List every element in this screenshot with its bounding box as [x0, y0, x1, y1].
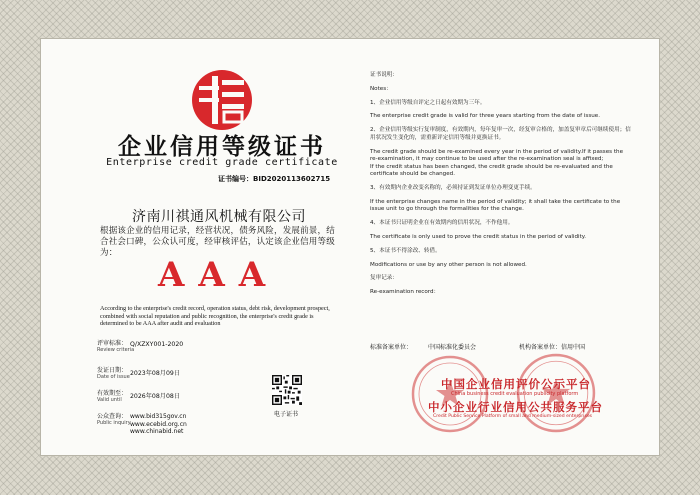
note-line: Modifications or use by any other person is not allowed. [370, 261, 527, 268]
certification-statement-en: According to the enterprise's credit record, operation status, debt risk, development prospect, combined with social reputation and public recognition, the enterprise's credit grade is determined to be AAA after audit and evaluation [100, 305, 330, 327]
certificate-notes [370, 72, 632, 297]
note-line: Re-examination record： [370, 289, 440, 296]
standard-record-org: 中国标准化委员会 [428, 344, 477, 351]
valid-until-value: 2026年08月08日 [130, 393, 181, 400]
note-line: 2、企业信用等级实行复审制度，有效期内，每年复审一次，经复审合格的，加盖复审章后可继续使用；信用状况发生变化的，需重新评定信用等级并更换证书。 [370, 127, 631, 141]
note-line: 复审记录： [370, 275, 398, 282]
certificate-title-en: Enterprise credit grade certificate [106, 157, 338, 168]
company-name: 济南川祺通风机械有限公司 [132, 209, 306, 225]
credit-grade: AAA [158, 255, 280, 295]
note-line: 5、本证书不得涂改、转借。 [370, 247, 441, 254]
note-line: 1、企业信用等级自评定之日起有效期为三年。 [370, 99, 486, 106]
standard-record-label: 标准备案单位： [370, 344, 413, 351]
certificate-title-cn: 企业信用等级证书 [118, 133, 326, 160]
note-line: If the credit status has been changed, the credit grade should be re-evaluated and the certificate should be changed. [370, 163, 613, 178]
date-issue-value: 2023年08月09日 [130, 370, 181, 377]
date-issue-label: 发证日期： Date of issue [97, 367, 130, 380]
public-inquiry-label: 公众查询： Public inquiry [97, 413, 131, 426]
note-line: 4、本证书只证明企业在有效期内的信用状况，不作他用。 [370, 220, 514, 227]
inquiry-site-link[interactable]: www.ecebid.org.cn [130, 420, 187, 428]
inquiry-site-link[interactable]: www.bid315gov.cn [130, 413, 187, 420]
platform-name-1: 中国企业信用评价公示平台 [441, 377, 591, 391]
inquiry-site-link[interactable]: www.chinabid.net [130, 428, 184, 435]
certification-statement-cn: 根据该企业的信用记录，经营状况，债务风险，发展前景，结合社会口碑，公众认可度，经审核评估，认定该企业信用等级为： [100, 226, 335, 258]
electronic-certificate-label: 电子证书 [274, 411, 299, 418]
notes-header-cn: 证书说明： [370, 72, 398, 78]
note-line: The credit grade should be re-examined every year in the period of validity.If it passes the re-examination, it may continue to be used after the re-examination seal is affixed; [370, 148, 624, 163]
credit-logo-icon [190, 68, 254, 132]
note-line: The certificate is only used to prove the credit status in the period of validity. [370, 234, 587, 240]
platform-name-2-en: Credit Public Service Platform of small and medium-sized enterprises [433, 414, 593, 419]
qr-code-icon[interactable] [272, 375, 302, 405]
note-line: If the enterprise changes name in the period of validity; it shall take the certificate to the issue unit to go through the formalities for the change. [370, 198, 621, 213]
institution-record: 机构备案单位：信用中国 [519, 344, 586, 351]
platform-name-1-en: China business credit evaluation publicity platform [451, 391, 579, 397]
inquiry-sites [130, 413, 187, 436]
note-line: 3、有效期内企业改变名称的，必须持证到发证单位办理变更手续。 [370, 185, 536, 192]
valid-until-label: 有效期至： Valid until [97, 390, 128, 403]
note-line: The enterprise credit grade is valid for three years starting from the date of issue. [370, 113, 601, 120]
review-criteria-value: Q/XZXY001-2020 [130, 341, 184, 348]
notes-header-en: Notes： [370, 85, 392, 92]
platform-name-2: 中小企业行业信用公共服务平台 [428, 400, 603, 414]
certificate-number: 证书编号：BID2020113602715 [218, 175, 331, 183]
review-criteria-label: 评审标准： Review criteria [97, 340, 135, 353]
